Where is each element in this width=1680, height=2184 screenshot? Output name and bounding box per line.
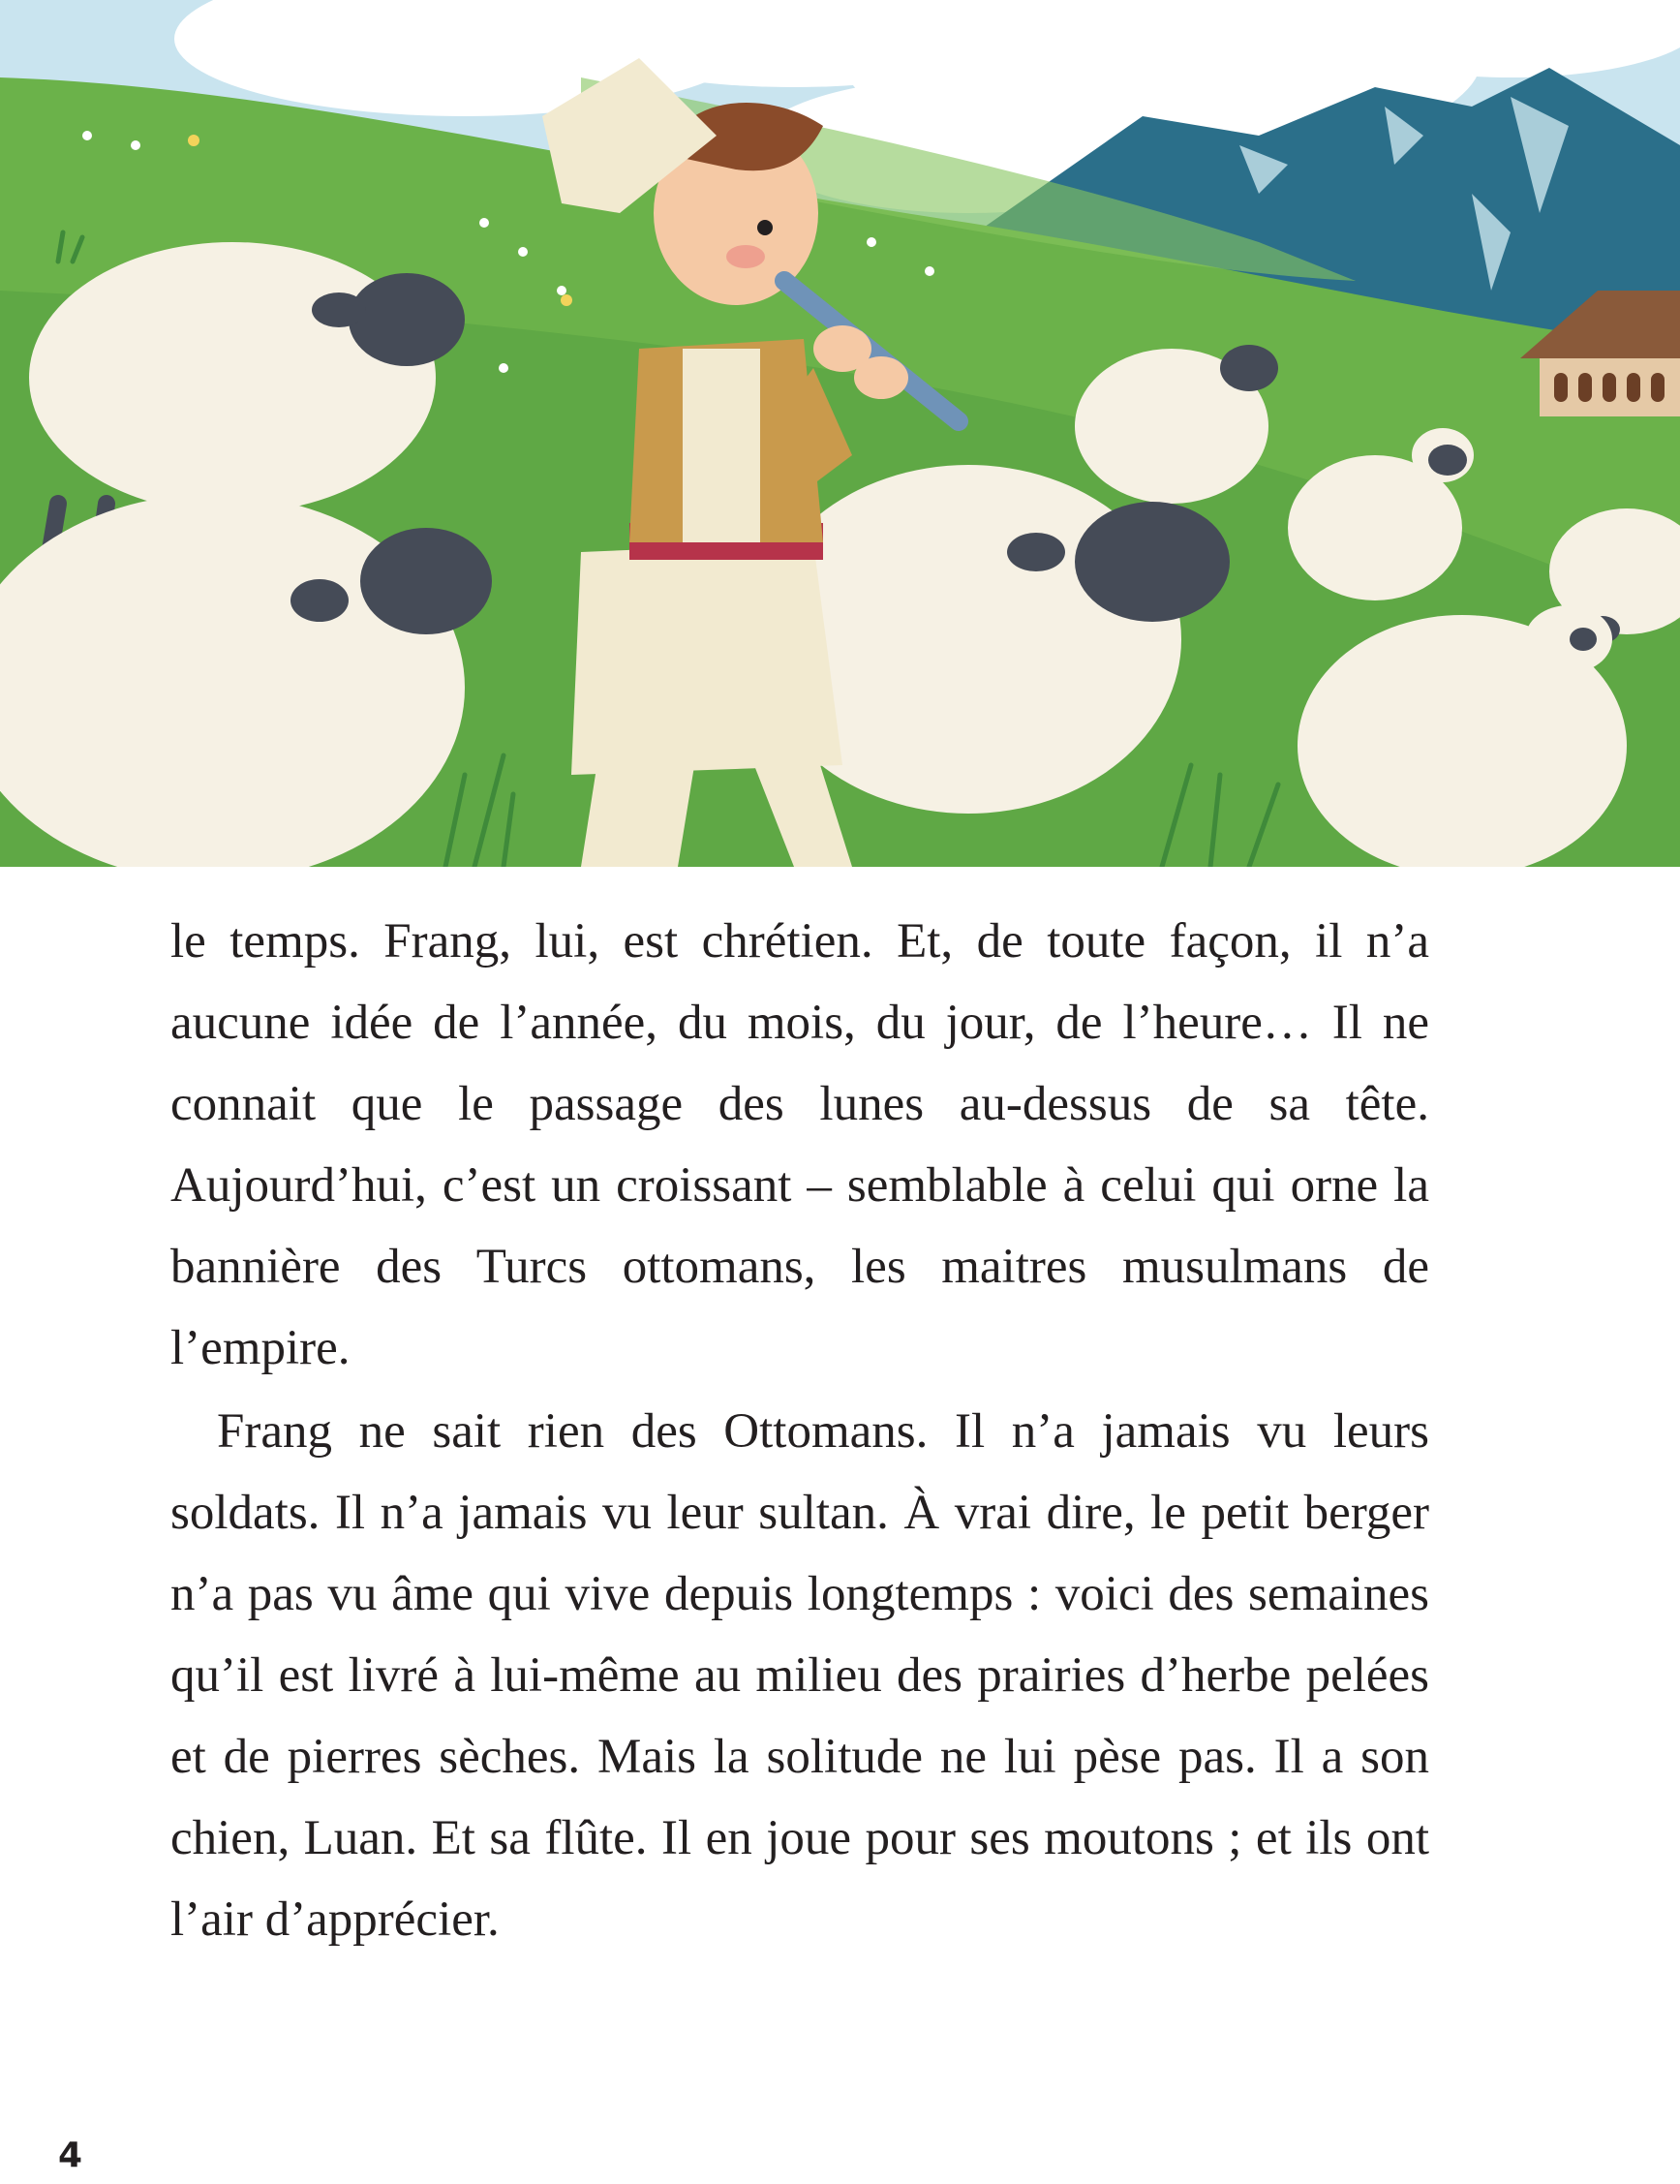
paragraph-1: le temps. Frang, lui, est chrétien. Et, de toute façon, il n’a aucune idée de l’année, du mois, du jour, de l’heure… Il ne connait que le passage des lunes au-dessus de sa tête. Aujourd’hui, c’est un croissant – semblable à celui qui orne la bannière des Turcs ottomans, les maitres musulmans de l’empire. — [170, 914, 1429, 1375]
page-number: 4 — [58, 2136, 83, 2175]
body-text — [170, 901, 1429, 1960]
paragraph-2: Frang ne sait rien des Ottomans. Il n’a jamais vu leurs soldats. Il n’a jamais vu leur sultan. À vrai dire, le petit berger n’a pas vu âme qui vive depuis longtemps : voici des semaines qu’il est livré à lui-même au milieu des prairies d’herbe pelées et de pierres sèches. Mais la solitude ne lui pèse pas. Il a son chien, Luan. Et sa flûte. Il en joue pour ses moutons ; et ils ont l’air d’apprécier. — [170, 1404, 1429, 1947]
illustration-shepherd-scene — [0, 0, 1680, 867]
